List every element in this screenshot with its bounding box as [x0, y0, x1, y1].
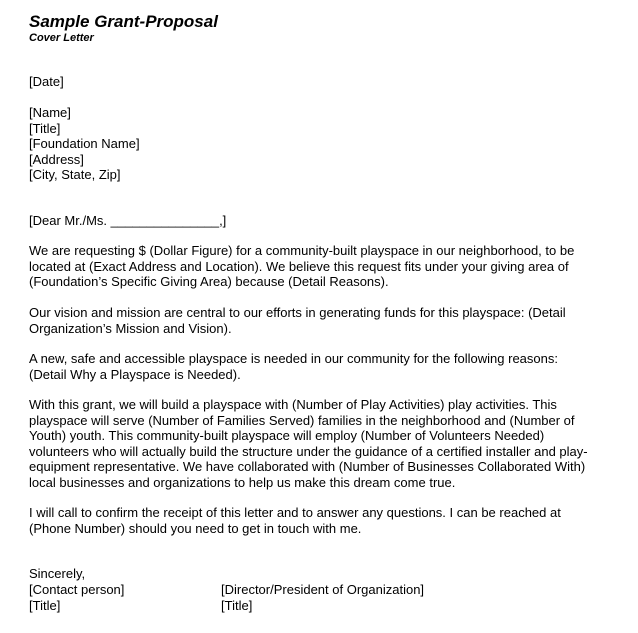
- salutation: [Dear Mr./Ms. _______________,]: [29, 213, 227, 228]
- paragraph-plan: [29, 397, 588, 491]
- paragraph-line: Our vision and mission are central to our efforts in generating funds for this playspace: (Detail: [29, 305, 566, 320]
- paragraph-need: [29, 351, 558, 382]
- recipient-name: [Name]: [29, 105, 71, 120]
- recipient-foundation: [Foundation Name]: [29, 136, 140, 152]
- paragraph-line: Youth) youth. This community-built playspace will employ (Number of Volunteers Needed): [29, 428, 545, 444]
- paragraph-line: We are requesting $ (Dollar Figure) for a community-built playspace in our neighborhood, to be: [29, 243, 575, 258]
- document-subtitle: Cover Letter: [29, 32, 94, 44]
- paragraph-line: equipment representative. We have collaborated with (Number of Businesses Collaborated With): [29, 459, 586, 475]
- paragraph-line: volunteers who will actually build the structure under the guidance of a certified installer and play-: [29, 443, 588, 459]
- signature-right: [221, 582, 424, 613]
- paragraph-line: (Detail Why a Playspace is Needed).: [29, 366, 241, 382]
- paragraph-line: local businesses and organizations to help us make this dream come true.: [29, 474, 456, 490]
- paragraph-line: With this grant, we will build a playspace with (Number of Play Activities) play activities. This: [29, 397, 557, 412]
- director-title: [Title]: [221, 597, 253, 613]
- recipient-address-block: [29, 105, 140, 183]
- paragraph-followup: [29, 505, 561, 536]
- recipient-title: [Title]: [29, 120, 61, 136]
- paragraph-line: Organization’s Mission and Vision).: [29, 320, 232, 336]
- paragraph-line: located at (Exact Address and Location). We believe this request fits under your giving area of: [29, 258, 569, 274]
- signature-left: [29, 582, 124, 613]
- contact-title: [Title]: [29, 597, 61, 613]
- paragraph-vision: [29, 305, 566, 336]
- contact-person: [Contact person]: [29, 582, 125, 597]
- paragraph-line: (Foundation’s Specific Giving Area) because (Detail Reasons).: [29, 274, 389, 290]
- date-placeholder: [Date]: [29, 74, 64, 89]
- paragraph-line: I will call to confirm the receipt of this letter and to answer any questions. I can be reached at: [29, 505, 561, 520]
- paragraph-line: playspace will serve (Number of Families Served) families in the neighborhood and (Number of: [29, 412, 575, 428]
- document-title: Sample Grant-Proposal: [29, 12, 218, 31]
- sign-off: Sincerely,: [29, 566, 86, 581]
- paragraph-request: [29, 243, 574, 290]
- director-name: [Director/President of Organization]: [221, 582, 425, 597]
- recipient-city-state-zip: [City, State, Zip]: [29, 167, 121, 183]
- paragraph-line: A new, safe and accessible playspace is needed in our community for the following reasons:: [29, 351, 558, 366]
- recipient-address: [Address]: [29, 151, 84, 167]
- paragraph-line: (Phone Number) should you need to get in touch with me.: [29, 520, 362, 536]
